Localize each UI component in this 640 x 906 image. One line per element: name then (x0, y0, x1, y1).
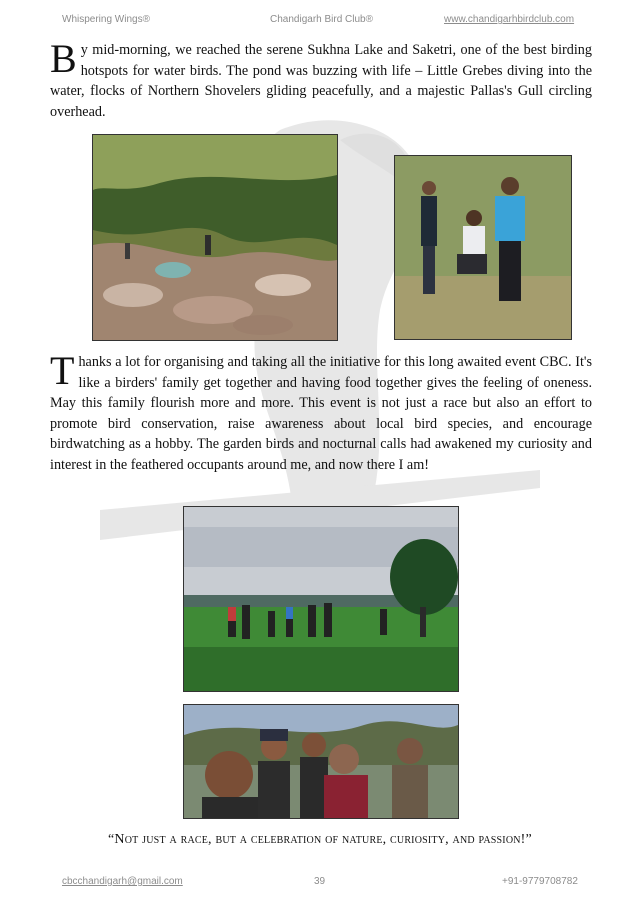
footer-phone: +91-9779708782 (502, 876, 578, 887)
header-website-link[interactable]: www.chandigarhbirdclub.com (444, 14, 575, 25)
photo-rocky-stream (92, 134, 338, 341)
header-club: Chandigarh Bird Club® (270, 14, 373, 25)
dropcap: T (50, 348, 75, 393)
photo-group-selfie (183, 704, 459, 819)
footer-page-number: 39 (314, 876, 326, 887)
footer-email-link[interactable]: cbcchandigarh@gmail.com (62, 876, 183, 887)
paragraph-sukhna-lake (50, 36, 592, 122)
paragraph-text: y mid-morning, we reached the serene Sukhna Lake and Saketri, one of the best birding hotspots for water birds. The pond was buzzing with life – Little Grebes diving into the water, flocks of Northern Shovelers gliding peacefully, and a majestic Pallas's Gull circling overhead. (50, 42, 592, 120)
paragraph-thanks (50, 348, 592, 476)
dropcap: B (50, 36, 77, 81)
header-publication: Whispering Wings® (62, 14, 150, 25)
pull-quote: “Not just a race, but a celebration of nature, curiosity, and passion!” (108, 832, 532, 847)
paragraph-text: hanks a lot for organising and taking all the initiative for this long awaited event CBC. It's like a birders' family get together and having food together gives the feeling of oneness. May this family flourish more and more. This event is not just a race but also an effort to promote bird conservation, raise awareness about local bird species, and encourage birdwatching as a hobby. The garden birds and nocturnal calls had awakened my curiosity and interest in the feathered occupants around me, and now there I am! (50, 354, 592, 473)
photo-group-lakeside (183, 506, 459, 692)
photo-group-hillside (394, 155, 572, 340)
